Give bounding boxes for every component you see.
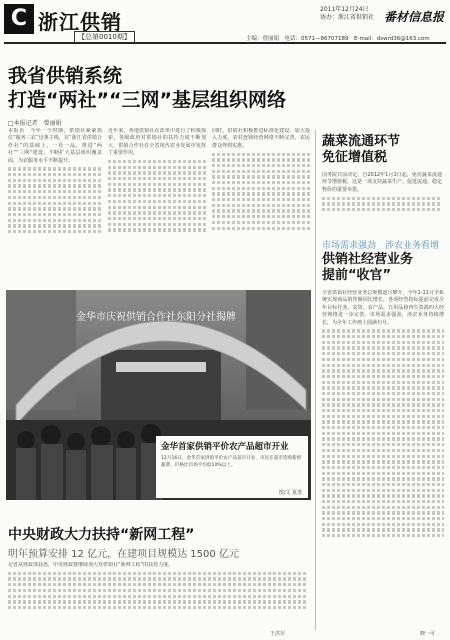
sidebar-text-1: 国务院日前决定，自2012年1月1日起，免征蔬菜流通环节增值税，这是一项支持蔬菜生产、促进流通、稳定物价的重要举措。 <box>322 172 442 193</box>
photo-credit: 图/文 夏勇 <box>278 490 302 496</box>
column-divider <box>315 130 316 630</box>
co-organizer: 协办：浙江省供销社 <box>320 14 375 21</box>
lead-column-3 <box>212 128 310 284</box>
photo-caption-box <box>156 436 308 498</box>
sidebar-credit: 晓一可 <box>420 631 436 637</box>
lead-column-1 <box>8 128 102 284</box>
lead-text-3: 同时，供销社积极推进标准化建设，加大投入力度，农村连锁经营网络不断完善，农民群众得到实惠。 <box>212 128 310 149</box>
news-photo <box>6 290 311 500</box>
masthead <box>4 4 446 40</box>
section-logo: C <box>4 4 34 34</box>
date-info <box>320 6 374 22</box>
lead-byline: □本报记者 曾丽娟 <box>8 120 62 127</box>
sidebar-headline-1-line2: 免征增值税 <box>322 150 388 165</box>
photo-banner-text: 金华市庆祝供销合作社东阳分社揭牌 <box>76 312 236 323</box>
masthead-rule <box>4 42 446 44</box>
paper-name-logo: 番材信息报 <box>384 10 445 24</box>
sidebar-text-2: 全省供销社经营业务总规模逐月攀升，今年1-11月全系统实现商品销售额同比增长，各项经营指标提前完成全年目标任务。农资、农产品、日用品和再生资源四大经营网络进一步完善，市场需求强劲，涉农业务持续增长，为全年工作画上圆满句号。 <box>322 290 444 326</box>
lead-headline <box>8 64 286 112</box>
lead-column-2 <box>108 128 206 284</box>
sidebar-headline-2-line2: 提前“收官” <box>322 268 392 283</box>
photo-caption-text: 12月16日，金华首家供销平价农产品超市开业，市民在超市选购新鲜蔬菜，价格比市场平均低10%以上。 <box>161 456 302 468</box>
lead-headline-line2: 打造“两社”“三网”基层组织网络 <box>8 89 286 111</box>
lead-text-1: 本报讯 今年一个时期，供销社紧紧抓住“服务三农”这条主线，在“浙江省供销合作社”的基础上，一社一品，推进“两社”“三网”建设，不断扩大基层组织覆盖面，为农服务水平不断提升。 <box>8 128 102 164</box>
lead-headline-line1: 我省供销系统 <box>8 65 123 87</box>
bottom-credit: 王洪尔 <box>270 631 286 637</box>
sidebar-headline-2 <box>322 252 413 284</box>
publish-date: 2011年12月24日 <box>320 6 369 13</box>
sidebar-headline-1 <box>322 134 400 166</box>
contact-line: 主编：曾丽娟 电话：0571—86707189 E-mail：dswrd36@163.com <box>246 36 430 42</box>
bottom-text: 记者从财政部获悉，中央财政将继续加大对供销社“新网工程”的扶持力度。 <box>8 562 174 568</box>
sidebar-headline-2-line1: 供销社经营业务 <box>322 252 414 267</box>
bottom-subheadline: 明年预算安排 12 亿元，在建项目规模达 1500 亿元 <box>8 549 239 560</box>
section-title: 浙江供销 <box>38 10 122 34</box>
sidebar-subhead: 市场需求强劲 涉农业务看增 <box>322 241 440 251</box>
sidebar-story-1 <box>322 172 442 228</box>
issue-number: 【总第0010期】 <box>74 31 135 43</box>
sidebar-headline-1-line1: 蔬菜流通环节 <box>322 134 401 149</box>
lead-text-2: 近年来，各地供销社在改革中进行了积极探索，各级政府对供销社的扶持力度不断加大，供销合作社在全省现代农业发展中发挥了重要作用。 <box>108 128 206 157</box>
bottom-story-text <box>8 562 308 628</box>
bottom-headline: 中央财政大力扶持“新网工程” <box>8 527 195 543</box>
sidebar-story-2 <box>322 290 444 628</box>
photo-caption-title: 金华首家供销平价农产品超市开业 <box>161 442 289 452</box>
